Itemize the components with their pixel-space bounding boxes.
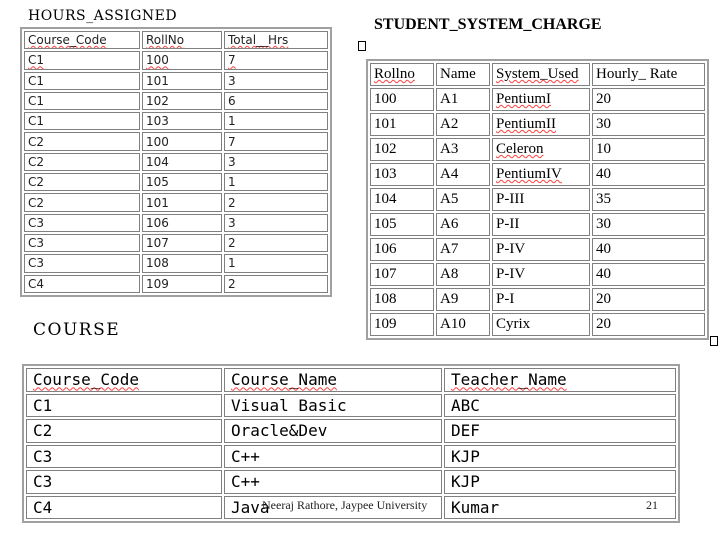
table-cell: 105 [142, 173, 222, 191]
table-row [370, 213, 705, 236]
table-cell: 3 [224, 72, 328, 90]
table-cell: P-II [492, 213, 590, 236]
table-cell: C2 [24, 173, 140, 191]
table-cell: 40 [592, 263, 705, 286]
hours-assigned-title: HOURS_ASSIGNED [28, 8, 178, 24]
table-cell: 104 [370, 188, 434, 211]
table-cell: 108 [142, 254, 222, 272]
table-row [24, 132, 328, 150]
table-cell: 7 [224, 51, 328, 69]
table-cell: A1 [436, 88, 490, 111]
table-row [370, 263, 705, 286]
table-cell: 101 [142, 72, 222, 90]
table-row [370, 163, 705, 186]
column-header-course-name: Course_Name [224, 368, 442, 392]
selection-handle [710, 336, 718, 346]
table-cell: 30 [592, 213, 705, 236]
table-cell: A2 [436, 113, 490, 136]
table-cell: C++ [224, 445, 442, 469]
table-cell: 2 [224, 234, 328, 252]
table-cell: 100 [142, 132, 222, 150]
table-cell: ABC [444, 394, 676, 418]
table-cell: PentiumII [492, 113, 590, 136]
table-row [370, 238, 705, 261]
footer-author: Neeraj Rathore, Jaypee University [262, 498, 428, 512]
table-cell: 100 [142, 51, 222, 69]
table-cell: A3 [436, 138, 490, 161]
table-cell: 101 [370, 113, 434, 136]
table-cell: C2 [24, 132, 140, 150]
student-system-charge-table [366, 59, 709, 340]
table-cell: 3 [224, 153, 328, 171]
table-cell: C2 [24, 193, 140, 211]
table-cell: 101 [142, 193, 222, 211]
table-cell: P-I [492, 288, 590, 311]
table-cell: A6 [436, 213, 490, 236]
table-row [370, 113, 705, 136]
table-row [370, 138, 705, 161]
table-row [370, 288, 705, 311]
table-row [370, 188, 705, 211]
table-cell: Kumar [444, 496, 676, 520]
table-cell: C3 [26, 470, 222, 494]
table-cell: P-III [492, 188, 590, 211]
table-cell: A7 [436, 238, 490, 261]
table-cell: 102 [370, 138, 434, 161]
table-cell: Java [224, 496, 442, 520]
table-cell: 107 [142, 234, 222, 252]
table-row [24, 275, 328, 293]
table-row [24, 153, 328, 171]
table-cell: 106 [142, 214, 222, 232]
table-cell: 109 [370, 313, 434, 336]
column-header-total-hrs: Total__Hrs [224, 31, 328, 49]
table-cell: 30 [592, 113, 705, 136]
table-cell: 2 [224, 275, 328, 293]
table-row [24, 51, 328, 69]
table-cell: C3 [26, 445, 222, 469]
table-cell: A9 [436, 288, 490, 311]
column-header-course-code: Course_Code [26, 368, 222, 392]
table-row [26, 445, 676, 469]
table-cell: P-IV [492, 263, 590, 286]
column-header-rollno: Rollno [370, 63, 434, 86]
table-cell: C1 [24, 51, 140, 69]
table-cell: 40 [592, 163, 705, 186]
table-cell: 109 [142, 275, 222, 293]
table-cell: DEF [444, 419, 676, 443]
table-header-row [26, 368, 676, 392]
table-row [24, 173, 328, 191]
table-row [24, 234, 328, 252]
table-cell: C++ [224, 470, 442, 494]
table-cell: 3 [224, 214, 328, 232]
table-cell: 107 [370, 263, 434, 286]
table-cell: 104 [142, 153, 222, 171]
column-header-teacher-name: Teacher_Name [444, 368, 676, 392]
table-row [24, 214, 328, 232]
table-row [26, 394, 676, 418]
table-cell: 6 [224, 92, 328, 110]
table-cell: C4 [26, 496, 222, 520]
table-cell: 20 [592, 313, 705, 336]
column-header-system-used: System_Used [492, 63, 590, 86]
table-cell: 106 [370, 238, 434, 261]
table-cell: 2 [224, 193, 328, 211]
student-system-charge-title: STUDENT_SYSTEM_CHARGE [374, 16, 602, 33]
column-header-course-code: Course_Code [24, 31, 140, 49]
table-cell: 1 [224, 173, 328, 191]
table-cell: 1 [224, 254, 328, 272]
table-cell: 103 [370, 163, 434, 186]
table-row [26, 419, 676, 443]
table-cell: Cyrix [492, 313, 590, 336]
table-cell: C2 [24, 153, 140, 171]
course-title: COURSE [33, 320, 121, 340]
table-cell: C3 [24, 254, 140, 272]
table-row [370, 88, 705, 111]
table-cell: PentiumI [492, 88, 590, 111]
table-row [24, 254, 328, 272]
table-cell: 108 [370, 288, 434, 311]
column-header-rollno: RollNo [142, 31, 222, 49]
table-cell: C2 [26, 419, 222, 443]
table-row [24, 92, 328, 110]
table-cell: 7 [224, 132, 328, 150]
table-cell: C1 [24, 112, 140, 130]
table-cell: 100 [370, 88, 434, 111]
table-cell: 105 [370, 213, 434, 236]
table-cell: Celeron [492, 138, 590, 161]
table-cell: C1 [24, 72, 140, 90]
table-cell: KJP [444, 445, 676, 469]
table-row [26, 470, 676, 494]
table-row [24, 72, 328, 90]
table-header-row [370, 63, 705, 86]
table-row [24, 112, 328, 130]
table-cell: 10 [592, 138, 705, 161]
table-row [24, 193, 328, 211]
table-cell: A8 [436, 263, 490, 286]
table-cell: A10 [436, 313, 490, 336]
table-cell: 40 [592, 238, 705, 261]
table-cell: A4 [436, 163, 490, 186]
table-cell: C3 [24, 234, 140, 252]
column-header-name: Name [436, 63, 490, 86]
table-row [370, 313, 705, 336]
column-header-hourly-rate: Hourly_ Rate [592, 63, 705, 86]
table-cell: P-IV [492, 238, 590, 261]
page-number: 21 [646, 498, 658, 512]
selection-handle [358, 41, 366, 51]
table-cell: 20 [592, 288, 705, 311]
table-cell: 20 [592, 88, 705, 111]
table-cell: PentiumIV [492, 163, 590, 186]
hours-assigned-table [20, 27, 332, 297]
table-cell: C3 [24, 214, 140, 232]
table-cell: C4 [24, 275, 140, 293]
table-cell: C1 [24, 92, 140, 110]
table-cell: Oracle&Dev [224, 419, 442, 443]
table-header-row [24, 31, 328, 49]
table-cell: 1 [224, 112, 328, 130]
table-cell: C1 [26, 394, 222, 418]
table-cell: 102 [142, 92, 222, 110]
table-cell: KJP [444, 470, 676, 494]
table-cell: Visual Basic [224, 394, 442, 418]
table-cell: 35 [592, 188, 705, 211]
table-cell: 103 [142, 112, 222, 130]
table-cell: A5 [436, 188, 490, 211]
